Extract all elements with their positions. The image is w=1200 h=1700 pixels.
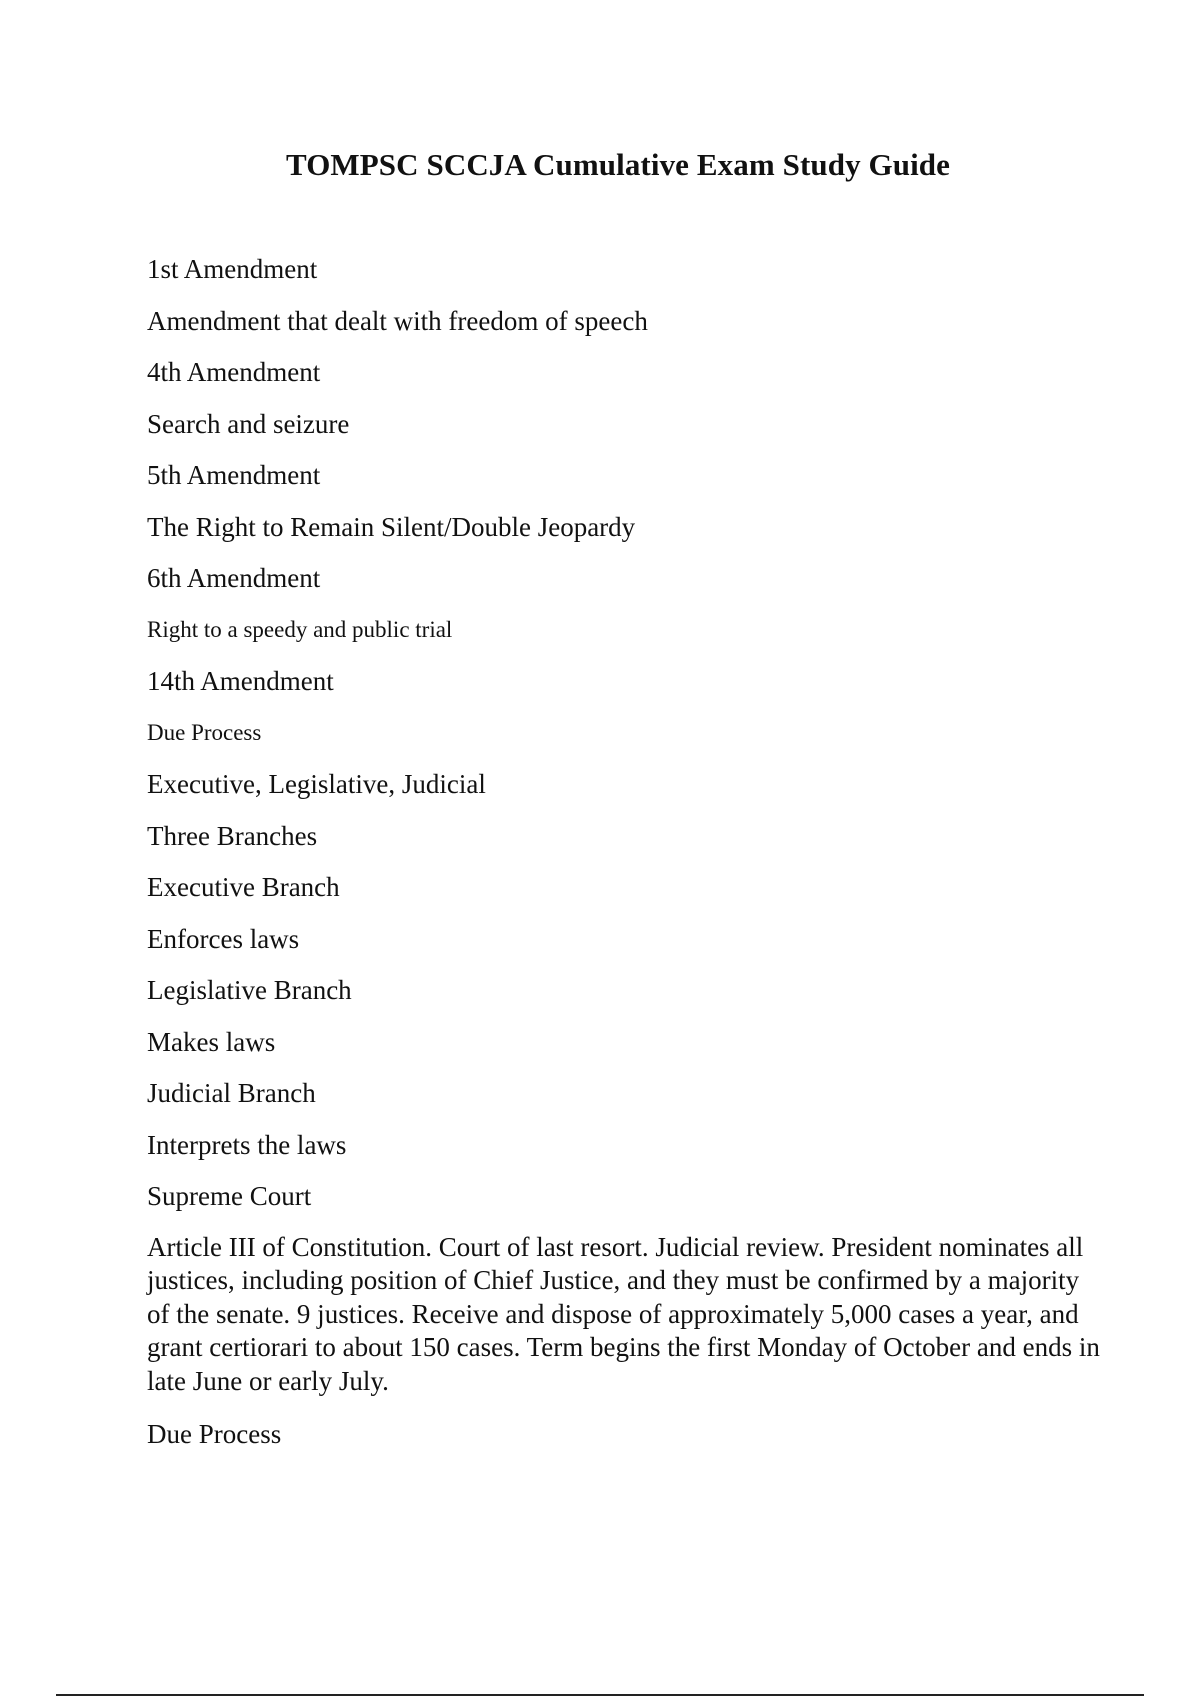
definition-search-and-seizure: Search and seizure — [147, 408, 350, 439]
definition-three-branches: Three Branches — [147, 820, 318, 851]
document-title: TOMPSC SCCJA Cumulative Exam Study Guide — [285, 147, 950, 182]
study-guide-list — [147, 252, 1107, 1469]
definition-enforces-laws: Enforces laws — [147, 923, 300, 954]
definition-freedom-of-speech: Amendment that dealt with freedom of speech — [147, 305, 648, 336]
term-three-branches-list: Executive, Legislative, Judicial — [147, 769, 486, 799]
page-bottom-divider — [56, 1694, 1144, 1696]
term-4th-amendment: 4th Amendment — [147, 357, 321, 387]
term-14th-amendment: 14th Amendment — [147, 666, 334, 696]
term-judicial-branch: Judicial Branch — [147, 1078, 316, 1108]
definition-speedy-trial: Right to a speedy and public trial — [147, 616, 453, 642]
term-1st-amendment: 1st Amendment — [147, 254, 318, 284]
term-supreme-court: Supreme Court — [147, 1181, 312, 1211]
definition-supreme-court: Article III of Constitution. Court of last resort. Judicial review. President nominates all justices, including position of Chief Justice, and they must be confirmed by a majority of the senate. 9 justices. Receive and dispose of approximately 5,000 cases a year, and grant certiorari to about 150 cases. Term begins the first Monday of October and ends in late June or early July. — [147, 1231, 1100, 1396]
term-due-process: Due Process — [147, 1419, 282, 1449]
definition-interprets-laws: Interprets the laws — [147, 1129, 347, 1160]
definition-due-process: Due Process — [147, 719, 262, 745]
definition-right-to-remain-silent: The Right to Remain Silent/Double Jeopardy — [147, 511, 636, 542]
term-executive-branch: Executive Branch — [147, 872, 340, 902]
term-5th-amendment: 5th Amendment — [147, 460, 321, 490]
term-legislative-branch: Legislative Branch — [147, 975, 352, 1005]
term-6th-amendment: 6th Amendment — [147, 563, 321, 593]
definition-makes-laws: Makes laws — [147, 1026, 276, 1057]
